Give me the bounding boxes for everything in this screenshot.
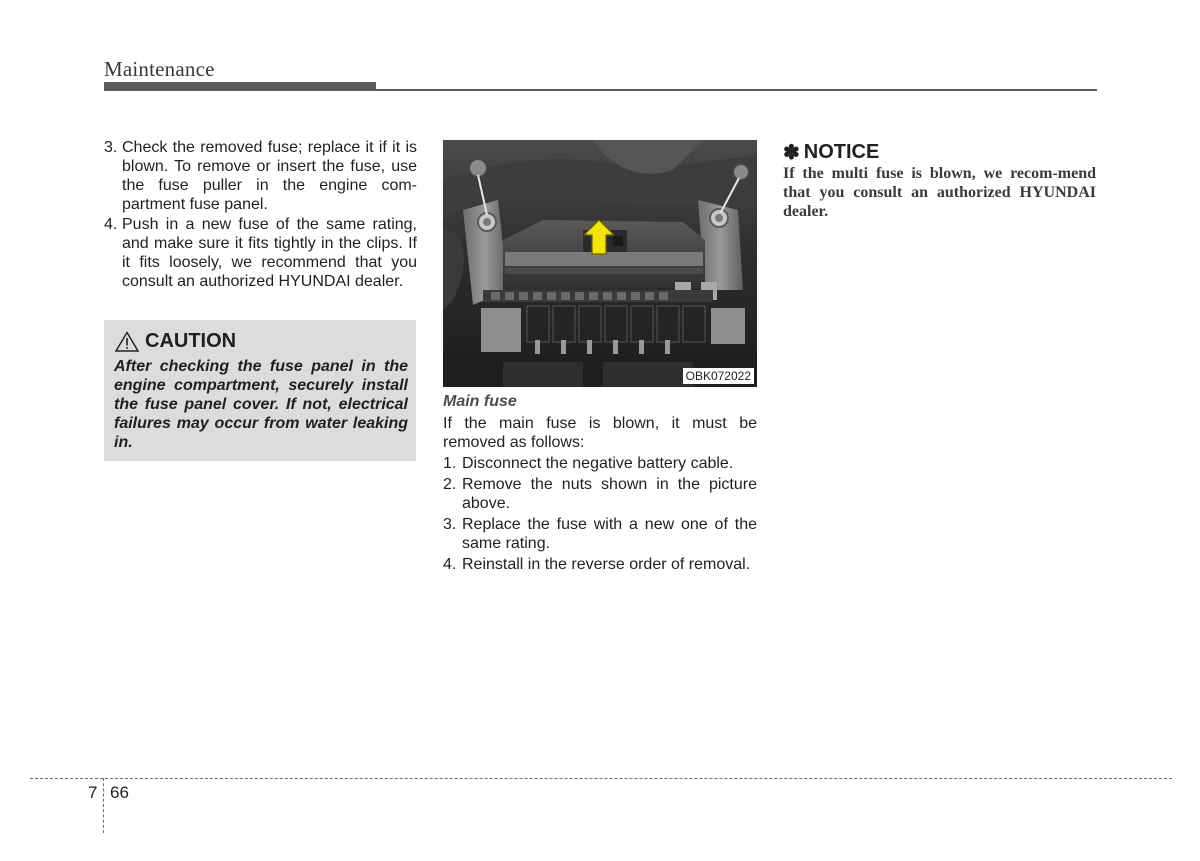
list-item bbox=[443, 555, 757, 574]
step-number: 4. bbox=[104, 216, 118, 233]
step-text: Push in a new fuse of the same rating, and make sure it fits tightly in the clips. If it fits loosely, we recommend that you consult an authorized HYUNDAI dealer. bbox=[122, 216, 417, 290]
step-number: 1. bbox=[443, 455, 457, 472]
list-item bbox=[443, 475, 757, 513]
header-rule bbox=[104, 89, 1097, 91]
caution-text: After checking the fuse panel in the engine compartment, securely install the fuse panel cover. If not, electrical failures may occur from water leaking in. bbox=[114, 358, 408, 451]
step-number: 4. bbox=[443, 556, 457, 573]
footer-rule bbox=[30, 778, 1172, 779]
section-title: Maintenance bbox=[104, 57, 215, 81]
step-number: 3. bbox=[104, 139, 118, 156]
main-fuse-intro: If the main fuse is blown, it must be removed as follows: bbox=[443, 415, 757, 451]
main-fuse-steps bbox=[443, 454, 757, 574]
main-fuse-heading: Main fuse bbox=[443, 393, 517, 410]
step-text: Reinstall in the reverse order of removal. bbox=[462, 556, 751, 573]
list-item bbox=[104, 138, 417, 214]
list-item bbox=[443, 515, 757, 553]
warning-triangle-icon bbox=[115, 331, 139, 352]
notice-star-icon: ✽ bbox=[783, 142, 800, 164]
caution-heading bbox=[115, 330, 236, 353]
left-column bbox=[104, 138, 417, 292]
footer-divider bbox=[103, 778, 104, 833]
middle-column bbox=[443, 392, 757, 576]
engine-fuse-box-photo bbox=[443, 140, 757, 387]
page-number: 66 bbox=[110, 783, 129, 802]
step-text: Disconnect the negative battery cable. bbox=[462, 455, 734, 472]
image-code: OBK072022 bbox=[683, 368, 754, 384]
list-item bbox=[104, 215, 417, 291]
step-text: Remove the nuts shown in the picture above. bbox=[462, 476, 757, 512]
step-number: 3. bbox=[443, 516, 457, 533]
caution-title: CAUTION bbox=[145, 330, 237, 352]
step-text: Check the removed fuse; replace it if it is blown. To remove or insert the fuse, use the fuse puller in the engine com-partment fuse panel. bbox=[122, 139, 417, 213]
chapter-number: 7 bbox=[88, 783, 98, 802]
list-item bbox=[443, 454, 757, 473]
fuse-check-steps bbox=[104, 138, 417, 291]
notice-title: NOTICE bbox=[803, 141, 880, 163]
notice-heading bbox=[783, 140, 879, 165]
step-number: 2. bbox=[443, 476, 457, 493]
step-text: Replace the fuse with a new one of the same rating. bbox=[462, 516, 757, 552]
caution-box bbox=[104, 320, 416, 461]
notice-text: If the multi fuse is blown, we recom-mend that you consult an authorized HYUNDAI dealer. bbox=[783, 165, 1096, 220]
fuse-box-illustration bbox=[443, 140, 757, 387]
